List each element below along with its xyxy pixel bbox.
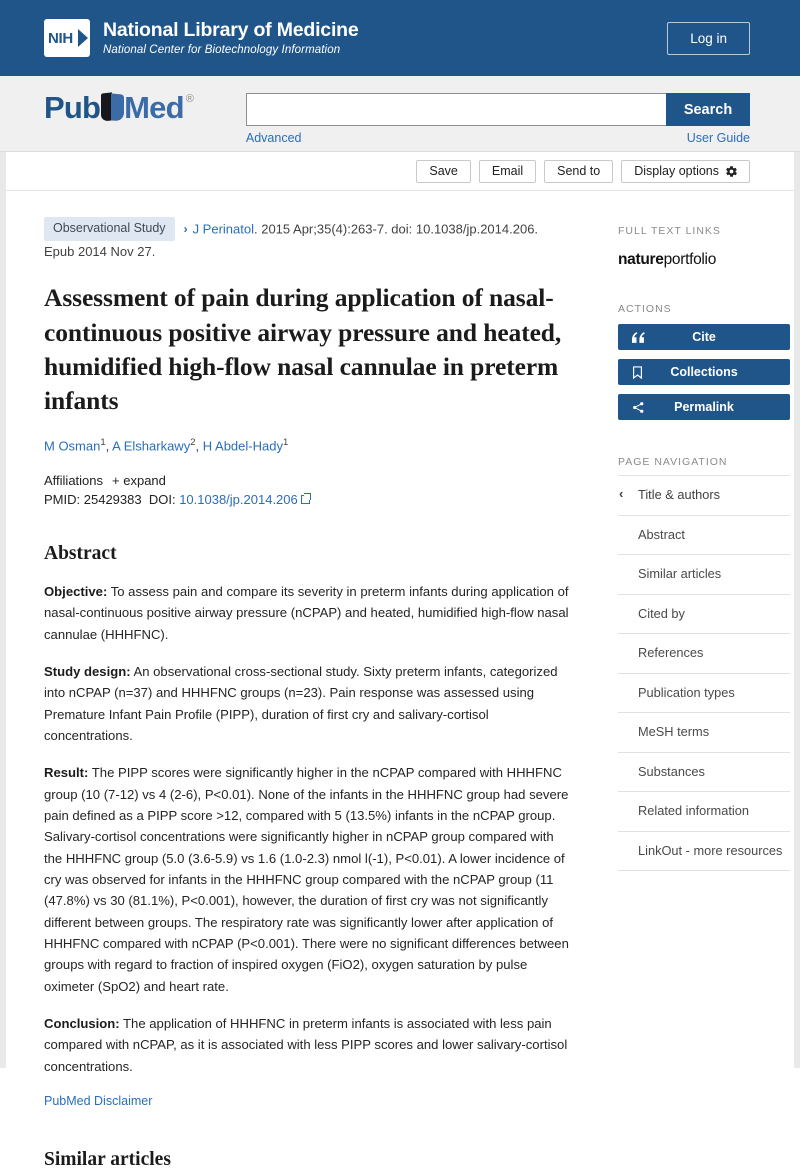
expand-affiliations-toggle[interactable] (112, 473, 166, 488)
nih-branding[interactable] (44, 19, 359, 57)
main-column (44, 191, 572, 1171)
abstract-conclusion-text: The application of HHHFNC in preterm infants is associated with less pain compared with nCPAP, as it is associated with less PIPP scores and lower salivary-cortisol concentrations. (44, 1016, 568, 1074)
affiliations-label: Affiliations (44, 473, 104, 489)
affiliations-row (44, 473, 572, 488)
full-text-links-label: FULL TEXT LINKS (618, 225, 721, 237)
publisher-name-bold: nature (618, 251, 664, 268)
pmid-label: PMID: (44, 492, 81, 508)
share-icon (632, 401, 645, 414)
advanced-search-link[interactable]: Advanced (245, 131, 302, 145)
page-navigation-list (618, 475, 790, 871)
similar-articles-heading: Similar articles (44, 1149, 171, 1170)
author-affiliation-marker: 1 (100, 436, 106, 448)
send-to-button[interactable]: Send to (544, 160, 613, 183)
log-in-button[interactable]: Log in (667, 22, 750, 55)
publisher-name-thin: portfolio (663, 251, 717, 268)
search-button[interactable]: Search (666, 93, 750, 126)
nav-item-label: Substances (638, 763, 705, 779)
nav-item-publication-types[interactable] (618, 674, 790, 714)
search-input[interactable] (246, 93, 666, 126)
pubmed-logo-pub: Pub (44, 90, 101, 125)
pmid-value: 25429383 (83, 492, 142, 508)
abstract-study-design-text: An observational cross-sectional study. Sixty preterm infants, categorized into nCPAP (n=37) and HHHFNC groups (n=23). Pain response was assessed using Premature Infant Pain Profile (PIPP), duration of first cry and salivary-cortisol concentrations. (44, 664, 558, 744)
disclaimer-row (44, 1094, 572, 1108)
nav-item-mesh-terms[interactable] (618, 713, 790, 753)
quote-icon (632, 332, 645, 343)
doi-link[interactable]: 10.1038/jp.2014.206 (179, 492, 298, 508)
abstract-conclusion-label: Conclusion: (44, 1016, 120, 1032)
nav-item-label: Cited by (638, 605, 685, 621)
nav-item-label: References (638, 645, 704, 661)
bookmark-icon (632, 366, 643, 379)
publication-type-badge: Observational Study (44, 217, 175, 241)
author-separator: , (105, 438, 113, 454)
doi-label: DOI: (148, 492, 176, 508)
nih-title: National Library of Medicine (103, 19, 359, 42)
abstract-heading: Abstract (44, 543, 117, 565)
abstract-conclusion (44, 1013, 572, 1077)
cite-button-label: Cite (692, 330, 716, 344)
nav-item-abstract[interactable] (618, 516, 790, 556)
expand-label: expand (123, 473, 166, 489)
abstract-result-text: The PIPP scores were significantly higher in the nCPAP compared with HHHFNC group (10 (7-12) vs 4 (2-6), P<0.01). None of the infants in the HHHFNC group had severe pain defined as a PIPP score >12, compared with 5 (13.5%) infants in the nCPAP group. Salivary-cortisol concentrations were significantly higher in nCPAP group compared with the HHHFNC group (5.0 (3.6-5.9) vs 1.6 (1.0-2.3) nmol l(-1), P<0.01). A lower incidence of cry was observed for infants in the HHHFNC group compared with the nCPAP group (11 (47.8%) vs 30 (81.1%), P<0.001), however, the duration of first cry was not significantly different between groups. The respiratory rate was significantly lower after application of HHHFNC compared with nCPAP (P<0.001). There were no significant differences between groups with regard to fraction of inspired oxygen (FiO2), oxygen saturation by pulse oximeter (SpO2) and heart rate. (44, 765, 569, 994)
email-button[interactable]: Email (479, 160, 536, 183)
author-link[interactable]: A Elsharkawy (112, 438, 191, 454)
search-column (246, 93, 750, 145)
nature-portfolio-link[interactable] (618, 251, 790, 269)
external-link-icon (301, 495, 310, 504)
plus-icon: + (112, 473, 120, 489)
epub-date: Epub 2014 Nov 27. (44, 244, 156, 260)
page-title: Assessment of pain during application of nasal-continuous positive airway pressure and heated, humidified high-flow nasal cannulae in preterm infants (44, 283, 562, 415)
nav-item-linkout[interactable] (618, 832, 790, 872)
author-link[interactable]: H Abdel-Hady (202, 438, 283, 454)
nav-item-label: MeSH terms (638, 724, 710, 740)
abstract-study-design-label: Study design: (44, 664, 131, 680)
abstract-result-label: Result: (44, 765, 89, 781)
save-button[interactable]: Save (416, 160, 471, 183)
nav-item-references[interactable] (618, 634, 790, 674)
article-action-toolbar (0, 152, 800, 191)
abstract-result (44, 762, 572, 997)
search-row (246, 93, 750, 126)
citation-line (44, 217, 572, 262)
actions-label: ACTIONS (618, 303, 672, 315)
user-guide-link[interactable]: User Guide (686, 131, 750, 145)
nav-item-label: Publication types (638, 684, 735, 700)
journal-link[interactable]: J Perinatol (192, 221, 254, 237)
display-options-button[interactable] (621, 160, 750, 183)
abstract-objective-label: Objective: (44, 584, 108, 600)
nav-item-label: Related information (638, 803, 749, 819)
author-separator: , (195, 438, 203, 454)
chevron-right-icon: › (183, 222, 188, 237)
author-link[interactable]: M Osman (44, 438, 101, 454)
author-affiliation-marker: 1 (282, 436, 289, 448)
nav-item-title-authors[interactable] (618, 476, 790, 516)
search-links (246, 131, 750, 145)
abstract-study-design (44, 661, 572, 746)
permalink-button[interactable] (618, 394, 790, 420)
nih-header (0, 0, 800, 76)
nav-item-cited-by[interactable] (618, 595, 790, 635)
sidebar (618, 191, 790, 1171)
identifiers-row (44, 492, 572, 507)
nav-item-label: Abstract (638, 526, 685, 542)
author-list (44, 435, 572, 457)
nav-item-related-information[interactable] (618, 792, 790, 832)
nih-logo-icon[interactable] (44, 19, 90, 57)
registered-trademark-icon: ® (185, 93, 194, 105)
article-body (0, 191, 800, 1171)
nav-item-label: LinkOut - more resources (638, 842, 783, 858)
nav-item-label: Title & authors (638, 487, 721, 502)
citation-details: . 2015 Apr;35(4):263-7. doi: 10.1038/jp.2014.206. (253, 221, 539, 237)
open-book-icon (98, 92, 125, 122)
gear-icon (725, 165, 737, 177)
cite-button[interactable] (618, 324, 790, 350)
page-navigation-label: PAGE NAVIGATION (618, 456, 728, 468)
left-gutter (0, 0, 6, 1068)
nih-logo-text: NIH (48, 29, 73, 47)
abstract-objective (44, 581, 572, 645)
right-gutter (794, 0, 800, 1068)
nih-arrow-icon (78, 29, 88, 47)
pubmed-logo-med: Med (124, 90, 184, 125)
nav-item-label: Similar articles (638, 566, 722, 582)
nav-item-substances[interactable] (618, 753, 790, 793)
collections-button-label: Collections (670, 365, 738, 379)
collections-button[interactable] (618, 359, 790, 385)
book-right-leaf (111, 93, 124, 121)
pubmed-search-band (0, 76, 800, 152)
nih-title-block (103, 19, 359, 57)
author-affiliation-marker: 2 (190, 436, 196, 448)
nav-item-similar-articles[interactable] (618, 555, 790, 595)
chevron-left-icon: ‹ (619, 486, 624, 501)
abstract-objective-text: To assess pain and compare its severity in preterm infants during application of nasal-continuous positive airway pressure (nCPAP) and heated, humidified high-flow nasal cannulae (HHHFNC). (44, 584, 569, 642)
permalink-button-label: Permalink (674, 400, 734, 414)
nih-subtitle: National Center for Biotechnology Information (103, 43, 341, 56)
display-options-label: Display options (634, 164, 719, 178)
pubmed-logo[interactable] (44, 92, 194, 123)
pubmed-disclaimer-link[interactable]: PubMed Disclaimer (44, 1094, 153, 1108)
